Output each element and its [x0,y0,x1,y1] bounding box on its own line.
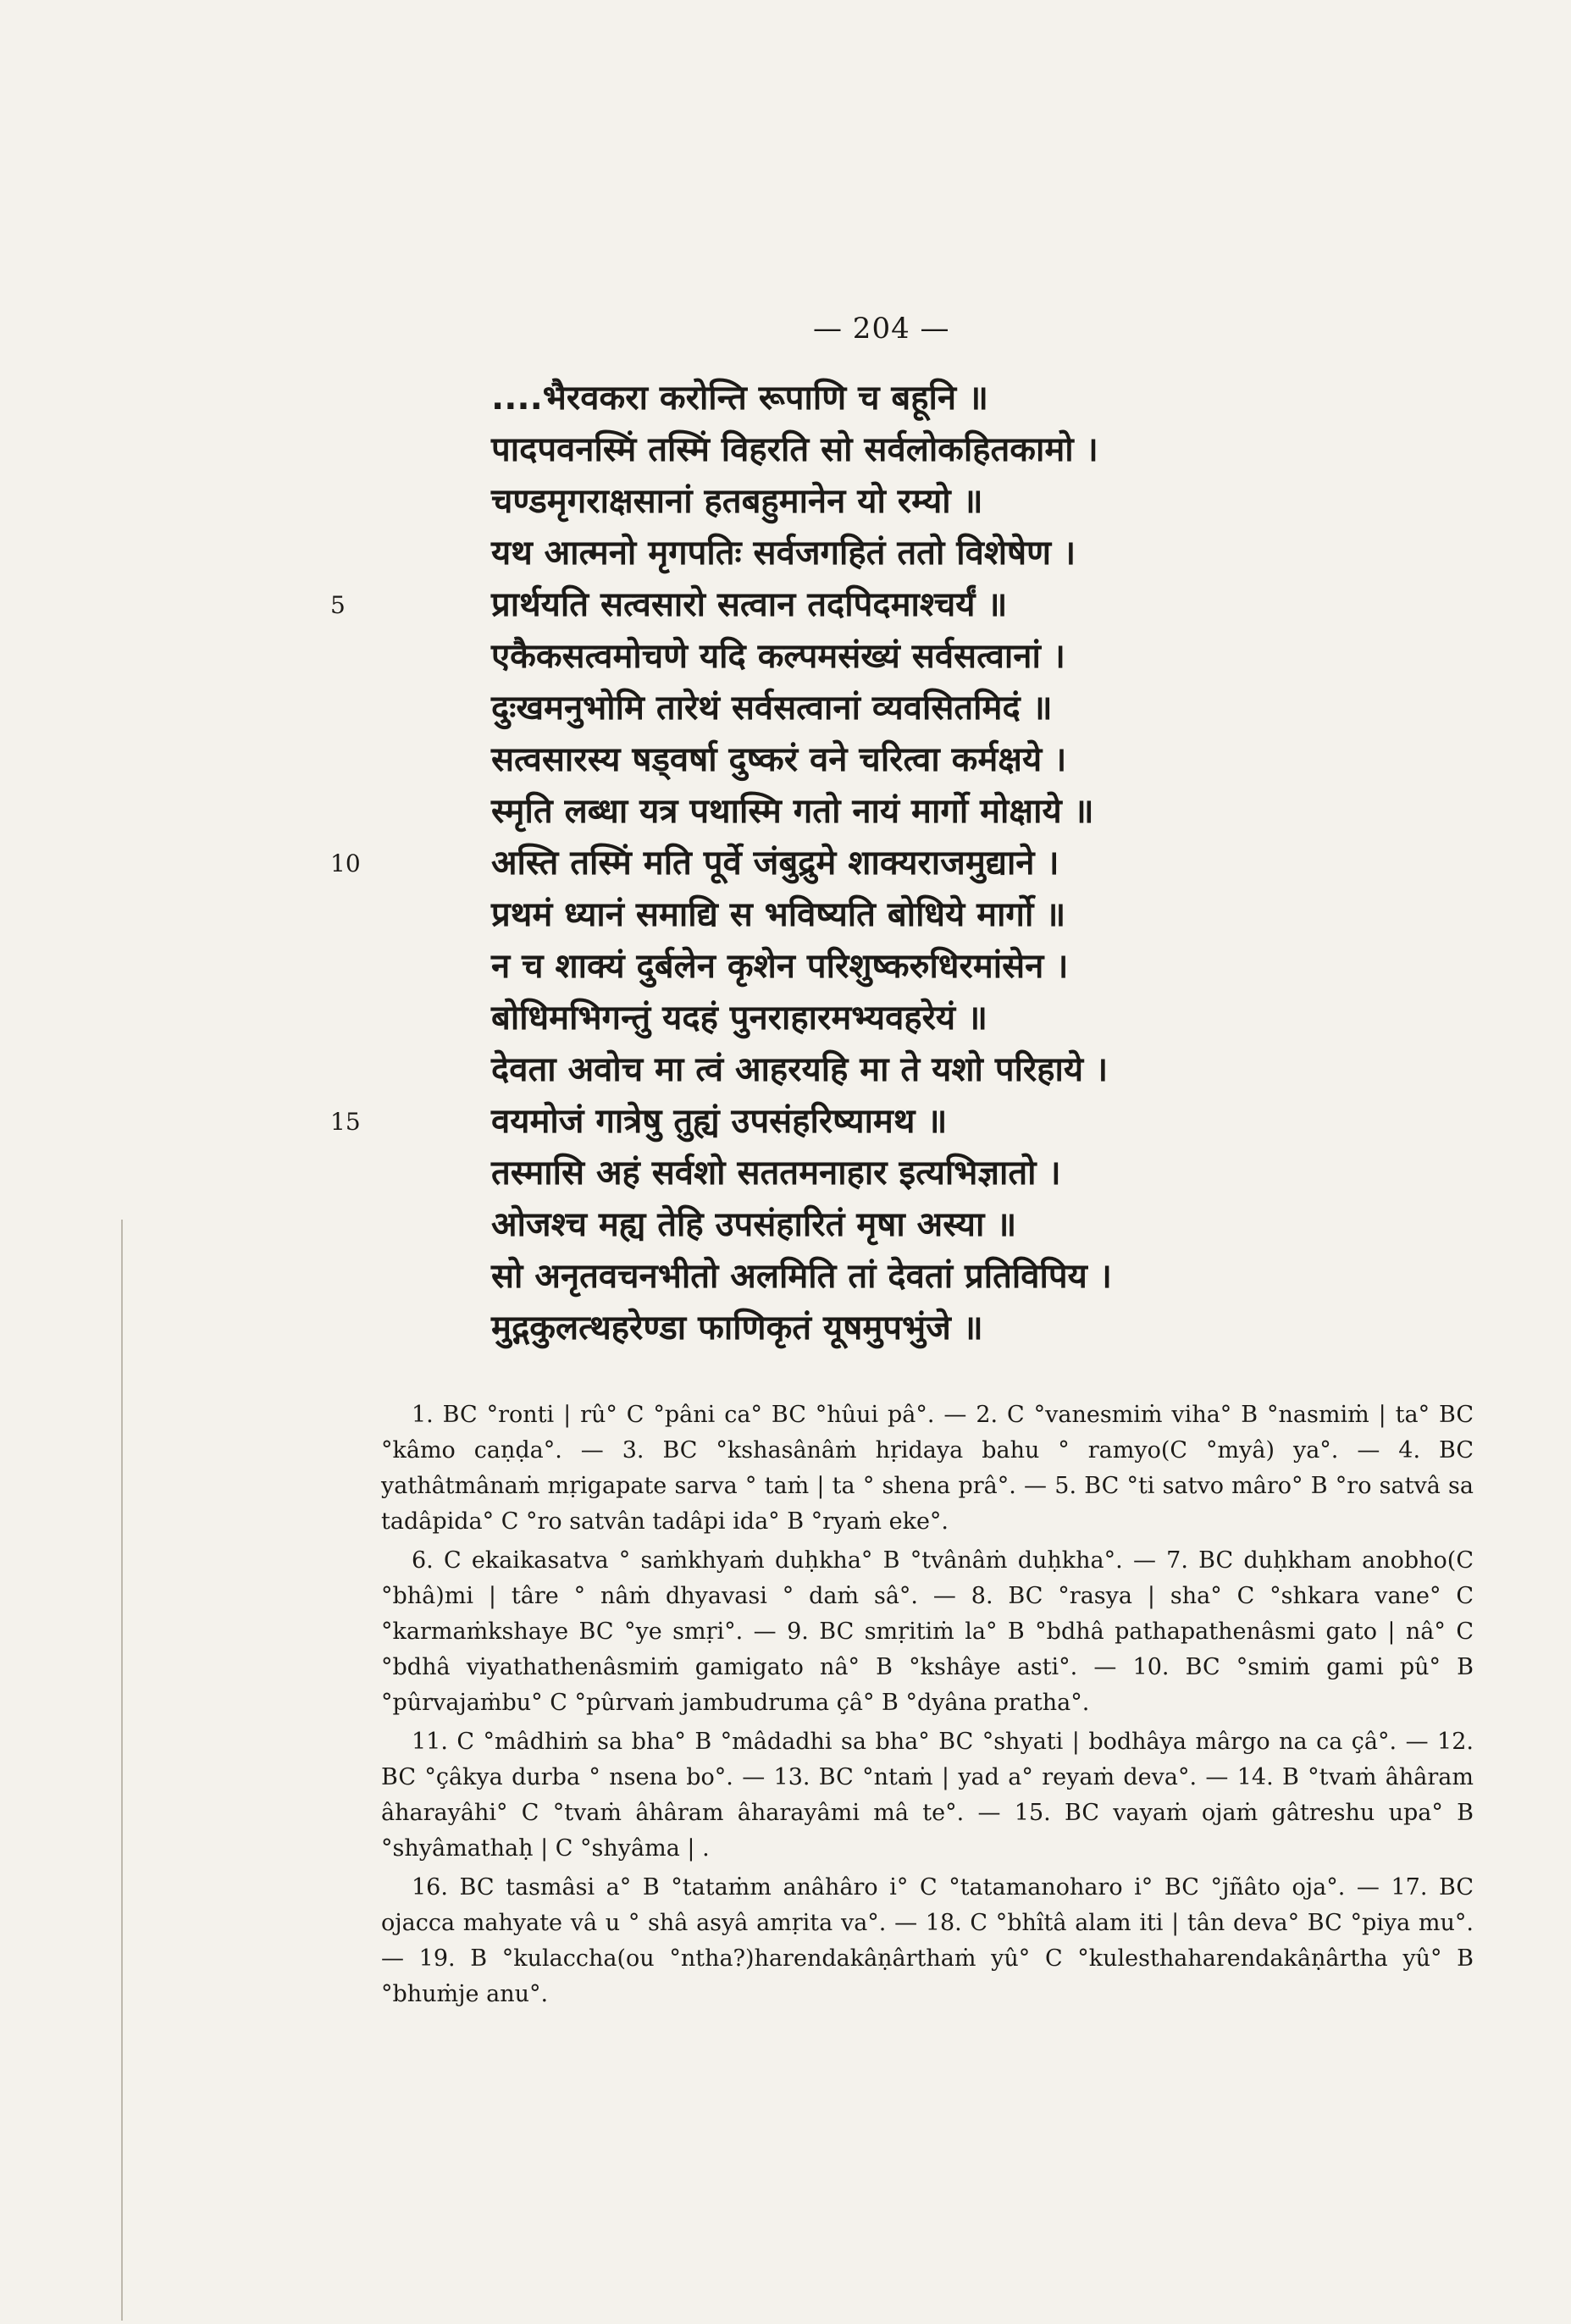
verse-line: यथ आत्मनो मृगपतिः सर्वजगहितं ततो विशेषेण । [491,534,1076,573]
verse-line: चण्डमृगराक्षसानां हतबहुमानेन यो रम्यो ॥ [491,482,983,521]
verse-line: सत्वसारस्य षड्वर्षा दुष्करं वने चरित्वा कर्मक्षये । [491,740,1067,779]
verse-line: प्रथमं ध्यानं समाद्यि स भविष्यति बोधिये मार्गो ॥ [491,895,1066,934]
footnote-paragraph: 6. C ekaikasatva ° saṁkhyaṁ duḥkha° B °tvânâṁ duḥkha°. — 7. BC duḥkham anobho(C °bhâ)mi | târe ° nâṁ dhyavasi ° daṁ sâ°. — 8. BC °rasya | sha° C °shkara vane° C °karmaṁkshaye BC °ye smṛi°. — 9. BC smṛitiṁ la° B °bdhâ pathapathenâsmi gato | nâ° C °bdhâ viyathathenâsmiṁ gamigato nâ° B °kshâye asti°. — 10. BC °smiṁ gami pû° B °pûrvajaṁbu° C °pûrvaṁ jambudruma çâ° B °dyâna pratha°. [381,1547,1474,1716]
verse-line: मुद्गकुलत्थहरेण्डा फाणिकृतं यूषमुपभुंजे ॥ [491,1309,983,1347]
sanskrit-verse-block [491,373,1338,1354]
verse-line: ओजश्च मह्य तेहि उपसंहारितं मृषा अस्या ॥ [491,1205,1017,1244]
verse-line: अस्ति तस्मिं मति पूर्वे जंबुद्रुमे शाक्यराजमुद्याने । [491,844,1059,883]
verse-line: प्रार्थयति सत्वसारो सत्वान तदपिदमाश्चर्यं ॥ [491,585,1008,624]
verse-line: एकैकसत्वमोचणे यदि कल्पमसंख्यं सर्वसत्वानां । [491,637,1065,676]
verse-line: न च शाक्यं दुर्बलेन कृशेन परिशुष्करुधिरमांसेन । [491,947,1069,986]
margin-rule [121,1220,123,2321]
footnote-paragraph: 16. BC tasmâsi a° B °tataṁm anâhâro i° C °tatamanoharo i° BC °jñâto oja°. — 17. BC ojacca mahyate vâ u ° shâ asyâ amṛita va°. — 18. C °bhîtâ alam iti | tân deva° BC °piya mu°. — 19. B °kulaccha(ou °ntha?)harendakâṇârthaṁ yû° C °kulesthaharendakâṇârtha yû° B °bhuṁje anu°. [381,1874,1474,2007]
line-number: 10 [330,849,361,877]
footnote-paragraph: 11. C °mâdhiṁ sa bha° B °mâdadhi sa bha° BC °shyati | bodhâya mârgo na ca çâ°. — 12. BC °çâkya durba ° nsena bo°. — 13. BC °ntaṁ | yad a° reyaṁ deva°. — 14. B °tvaṁ âhâram âharayâhi° C °tvaṁ âhâram âharayâmi mâ te°. — 15. BC vayaṁ ojaṁ gâtreshu upa° B °shyâmathaḥ | C °shyâma | . [381,1729,1474,1862]
critical-apparatus [381,1397,1474,2016]
verse-line: वयमोजं गात्रेषु तुह्यं उपसंहरिष्यामथ ॥ [491,1102,948,1141]
line-number: 15 [330,1108,361,1136]
verse-line: ....भैरवकरा करोन्ति रूपाणि च बहूनि ॥ [491,379,988,418]
verse-line: बोधिमभिगन्तुं यदहं पुनराहारमभ्यवहरेयं ॥ [491,999,988,1038]
verse-line: सो अनृतवचनभीतो अलमिति तां देवतां प्रतिविपिय । [491,1257,1112,1296]
page-number: — 204 — [813,312,950,346]
line-number: 5 [330,591,346,619]
verse-line: पादपवनस्मिं तस्मिं विहरति सो सर्वलोकहितकामो । [491,430,1098,469]
verse-line: तस्मासि अहं सर्वशो सततमनाहार इत्यभिज्ञातो । [491,1154,1061,1192]
footnote-paragraph: 1. BC °ronti | rû° C °pâni ca° BC °hûui pâ°. — 2. C °vanesmiṁ viha° B °nasmiṁ | ta° BC °kâmo caṇḍa°. — 3. BC °kshasânâṁ hṛidaya bahu ° ramyo(C °myâ) ya°. — 4. BC yathâtmânaṁ mṛigapate sarva ° taṁ | ta ° shena prâ°. — 5. BC °ti satvo mâro° B °ro satvâ sa tadâpida° C °ro satvân tadâpi ida° B °ryaṁ eke°. [381,1402,1474,1535]
verse-line: स्मृति लब्धा यत्र पथास्मि गतो नायं मार्गो मोक्षाये ॥ [491,792,1094,831]
verse-line: दुःखमनुभोमि तारेथं सर्वसत्वानां व्यवसितमिदं ॥ [491,689,1053,728]
verse-line: देवता अवोच मा त्वं आहरयहि मा ते यशो परिहाये । [491,1050,1109,1089]
